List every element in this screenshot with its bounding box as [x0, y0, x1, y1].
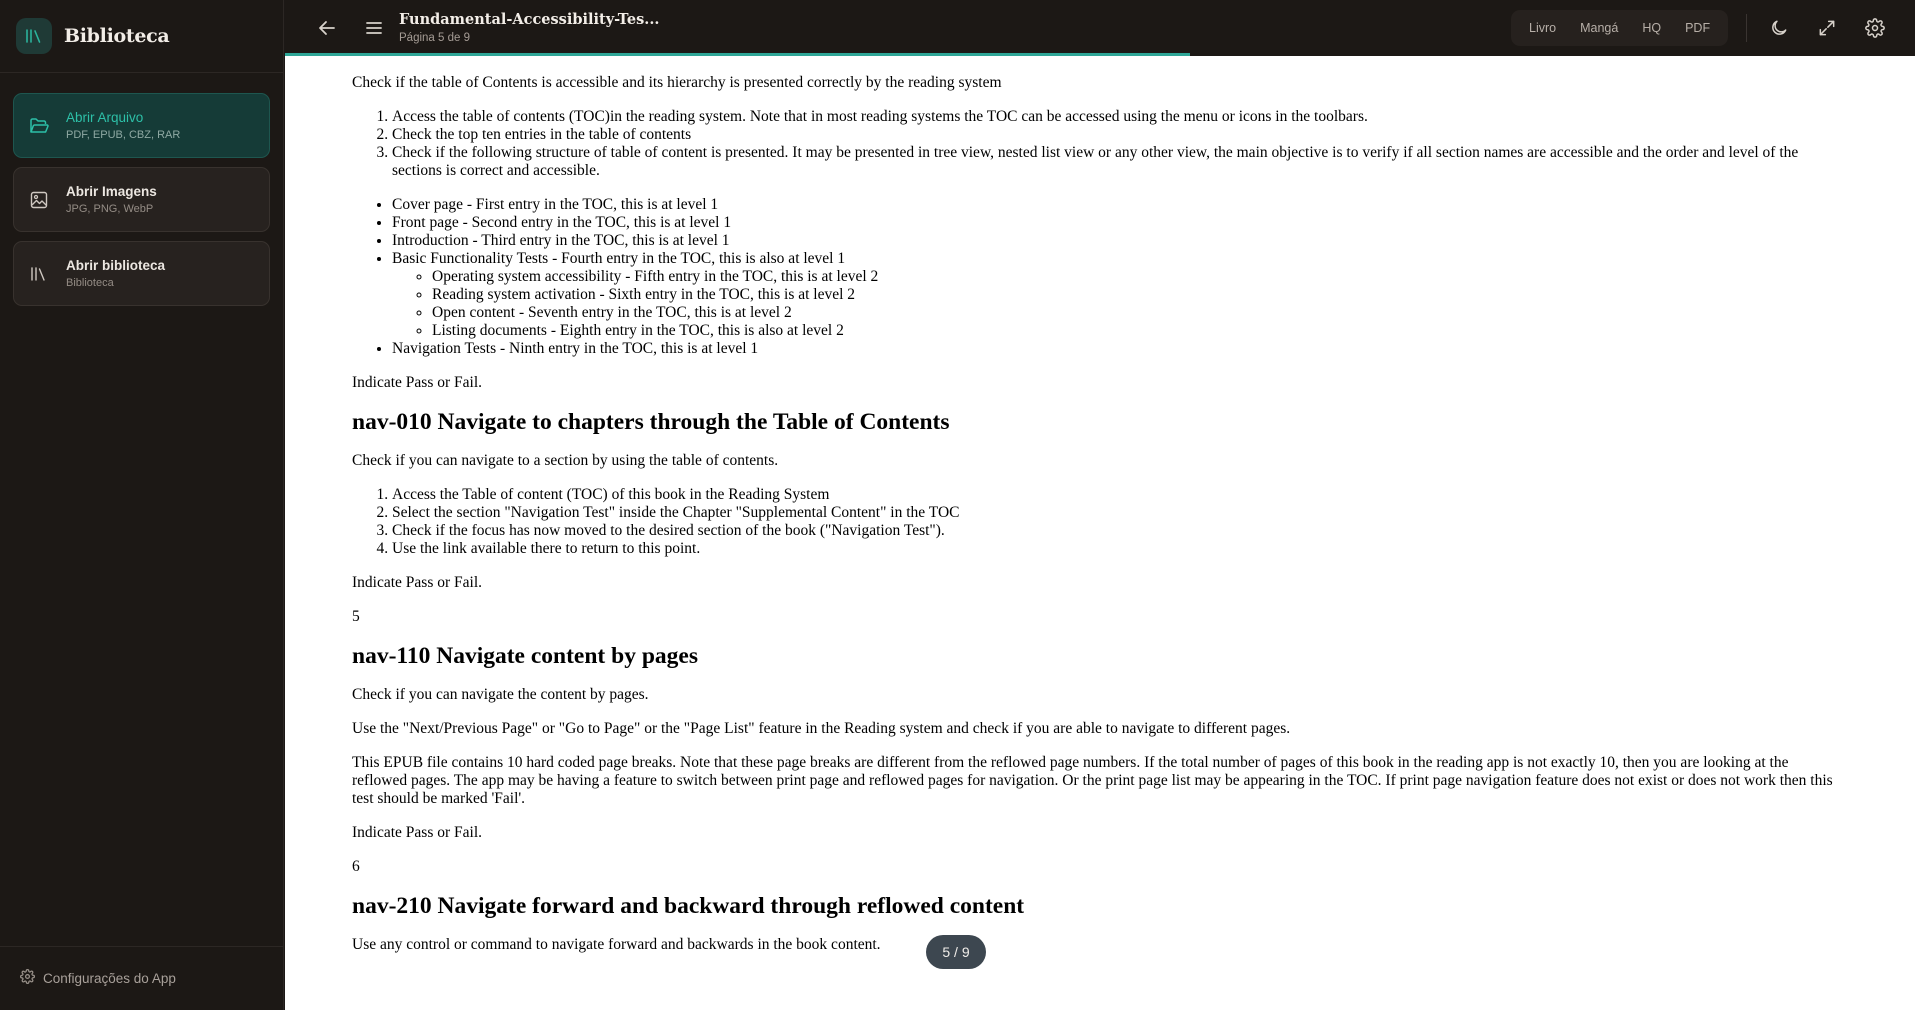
reader-toolbar: [285, 0, 1915, 56]
page-counter-badge: 5 / 9: [926, 935, 986, 969]
library-icon: [28, 263, 50, 285]
pass-fail-text: Indicate Pass or Fail.: [352, 824, 483, 841]
list-item: • Cover page - First entry in the TOC, this is at level 1: [392, 196, 1842, 214]
list-item: [392, 250, 1842, 340]
page-break-number: 6: [352, 858, 360, 875]
nav-010-steps: [352, 486, 1842, 558]
nav-010-intro: Check if you can navigate to a section by using the table of contents.: [352, 452, 779, 469]
open-file-button[interactable]: [13, 93, 270, 158]
folder-open-icon: [28, 115, 50, 137]
page-break-number: 5: [352, 608, 360, 625]
document-viewport[interactable]: [285, 56, 1915, 1010]
list-item: 1. Access the table of contents (TOC)in the reading system. Note that in most reading systems the TOC can be accessed using the menu or icons in the toolbars.: [392, 108, 1842, 126]
mode-manga[interactable]: Mangá: [1580, 21, 1619, 35]
hamburger-menu-icon[interactable]: [362, 16, 386, 40]
back-arrow-icon[interactable]: [315, 16, 339, 40]
open-images-formats: JPG, PNG, WebP: [66, 203, 154, 215]
toc-structure-list: [352, 196, 1842, 358]
app-settings-label: Configurações do App: [43, 971, 176, 986]
page-indicator: Página 5 de 9: [399, 32, 470, 44]
nav-110-p1: Check if you can navigate the content by pages.: [352, 686, 649, 703]
open-file-label: Abrir Arquivo: [66, 110, 144, 125]
mode-comic[interactable]: HQ: [1642, 21, 1662, 35]
image-icon: [28, 189, 50, 211]
list-item-text: Basic Functionality Tests - Fourth entry in the TOC, this is also at level 1: [392, 250, 846, 267]
list-item: ◦ Reading system activation - Sixth entry in the TOC, this is at level 2: [432, 286, 1842, 304]
open-library-label: Abrir biblioteca: [66, 258, 166, 273]
open-file-formats: PDF, EPUB, CBZ, RAR: [66, 129, 181, 141]
moon-icon[interactable]: [1767, 16, 1791, 40]
toc-intro: Check if the table of Contents is accessible and its hierarchy is presented correctly by the reading system: [352, 74, 1002, 91]
list-item: • Introduction - Third entry in the TOC, this is at level 1: [392, 232, 1842, 250]
list-item: ◦ Open content - Seventh entry in the TOC, this is at level 2: [432, 304, 1842, 322]
brand-title: Biblioteca: [64, 25, 170, 47]
list-item: ◦ Listing documents - Eighth entry in the TOC, this is also at level 2: [432, 322, 1842, 340]
list-item: 2. Check the top ten entries in the table of contents: [392, 126, 1842, 144]
open-images-button[interactable]: [13, 167, 270, 232]
pass-fail-text: Indicate Pass or Fail.: [352, 574, 483, 591]
library-logo-icon: [16, 18, 52, 54]
list-item: 2. Select the section "Navigation Test" inside the Chapter "Supplemental Content" in the TOC: [392, 504, 1842, 522]
toc-sublist: [392, 268, 1842, 340]
gear-icon: [20, 969, 35, 989]
list-item: 3. Check if the focus has now moved to the desired section of the book ("Navigation Test").: [392, 522, 1842, 540]
document-page: [352, 74, 1842, 970]
brand: [0, 0, 283, 73]
pass-fail-text: Indicate Pass or Fail.: [352, 374, 483, 391]
document-title: Fundamental-Accessibility-Tes...: [399, 11, 660, 28]
open-library-button[interactable]: [13, 241, 270, 306]
nav-210-p1: Use any control or command to navigate forward and backwards in the book content.: [352, 936, 881, 953]
open-library-sub: Biblioteca: [66, 277, 114, 289]
list-item: 3. Check if the following structure of table of content is presented. It may be presented in tree view, nested list view or any other view, the main objective is to verify if all section names are accessible and the order and level of the sections is correct and accessible.: [392, 144, 1842, 180]
expand-icon[interactable]: [1815, 16, 1839, 40]
nav-110-p2: Use the "Next/Previous Page" or "Go to Page" or the "Page List" feature in the Reading system and check if you are able to navigate to different pages.: [352, 720, 1291, 737]
sidebar: [0, 0, 284, 1010]
list-item: 1. Access the Table of content (TOC) of this book in the Reading System: [392, 486, 1842, 504]
section-heading-nav-010: nav-010 Navigate to chapters through the Table of Contents: [352, 409, 950, 435]
mode-book[interactable]: Livro: [1529, 21, 1557, 35]
open-images-label: Abrir Imagens: [66, 184, 157, 199]
list-item: • Navigation Tests - Ninth entry in the TOC, this is at level 1: [392, 340, 1842, 358]
gear-icon[interactable]: [1863, 16, 1887, 40]
section-heading-nav-210: nav-210 Navigate forward and backward through reflowed content: [352, 893, 1025, 919]
toc-steps-list: [352, 108, 1842, 180]
section-heading-nav-110: nav-110 Navigate content by pages: [352, 643, 698, 669]
nav-110-p3: This EPUB file contains 10 hard coded page breaks. Note that these page breaks are different from the reflowed page numbers. If the total number of pages of this book in the reading app is not exactly 10, then you are looking at the reflowed pages. The app may be having a feature to switch between print page and reflowed pages for navigation. Or the print page list may be appearing in the TOC. If print page navigation feature does not exist or does not work then this test should be marked 'Fail'.: [352, 754, 1833, 807]
mode-pdf[interactable]: PDF: [1685, 21, 1711, 35]
toolbar-divider: [1746, 14, 1747, 42]
sidebar-actions: [0, 73, 283, 306]
list-item: ◦ Operating system accessibility - Fifth entry in the TOC, this is at level 2: [432, 268, 1842, 286]
list-item: • Front page - Second entry in the TOC, this is at level 1: [392, 214, 1842, 232]
reading-mode-selector: [1511, 10, 1728, 46]
app-settings-button[interactable]: [0, 946, 284, 1010]
list-item: 4. Use the link available there to return to this point.: [392, 540, 1842, 558]
